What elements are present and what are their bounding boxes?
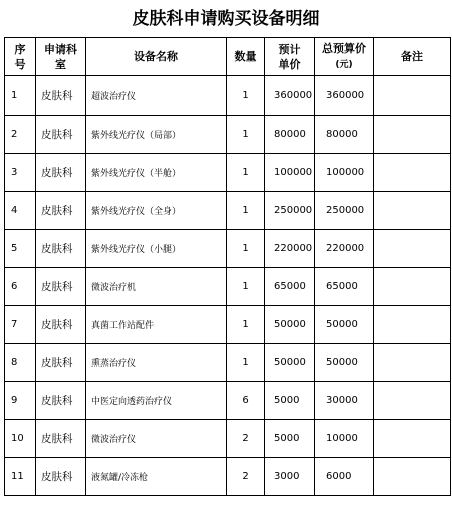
cell-total-budget: 360000 — [315, 76, 374, 116]
cell-equipment-name: 熏蒸治疗仪 — [86, 344, 227, 382]
cell-index: 6 — [5, 268, 36, 306]
table-row — [5, 154, 451, 192]
cell-unit-price: 250000 — [265, 192, 315, 230]
cell-total-budget: 220000 — [315, 230, 374, 268]
cell-index: 8 — [5, 344, 36, 382]
cell-index: 9 — [5, 382, 36, 420]
table-row — [5, 230, 451, 268]
cell-remarks — [374, 344, 451, 382]
cell-index: 7 — [5, 306, 36, 344]
cell-total-budget: 100000 — [315, 154, 374, 192]
cell-department: 皮肤科 — [36, 382, 86, 420]
cell-unit-price: 220000 — [265, 230, 315, 268]
cell-index: 3 — [5, 154, 36, 192]
cell-department: 皮肤科 — [36, 420, 86, 458]
cell-quantity: 1 — [227, 76, 265, 116]
cell-quantity: 6 — [227, 382, 265, 420]
cell-quantity: 2 — [227, 458, 265, 496]
cell-unit-price: 100000 — [265, 154, 315, 192]
cell-remarks — [374, 154, 451, 192]
cell-remarks — [374, 382, 451, 420]
cell-remarks — [374, 230, 451, 268]
cell-index: 11 — [5, 458, 36, 496]
header-quantity: 数量 — [227, 38, 265, 76]
cell-index: 4 — [5, 192, 36, 230]
cell-quantity: 1 — [227, 344, 265, 382]
header-index: 序 号 — [5, 38, 36, 76]
table-row — [5, 306, 451, 344]
cell-quantity: 1 — [227, 230, 265, 268]
cell-remarks — [374, 420, 451, 458]
header-equipment-name: 设备名称 — [86, 38, 227, 76]
cell-unit-price: 50000 — [265, 306, 315, 344]
cell-total-budget: 30000 — [315, 382, 374, 420]
cell-quantity: 2 — [227, 420, 265, 458]
cell-index: 1 — [5, 76, 36, 116]
cell-remarks — [374, 458, 451, 496]
cell-department: 皮肤科 — [36, 116, 86, 154]
cell-quantity: 1 — [227, 192, 265, 230]
cell-total-budget: 65000 — [315, 268, 374, 306]
header-unit-price: 预计 单价 — [265, 38, 315, 76]
cell-equipment-name: 超波治疗仪 — [86, 76, 227, 116]
cell-department: 皮肤科 — [36, 306, 86, 344]
cell-unit-price: 360000 — [265, 76, 315, 116]
cell-total-budget: 50000 — [315, 344, 374, 382]
table-row — [5, 268, 451, 306]
cell-remarks — [374, 116, 451, 154]
cell-department: 皮肤科 — [36, 344, 86, 382]
cell-equipment-name: 真菌工作站配件 — [86, 306, 227, 344]
table-row — [5, 420, 451, 458]
cell-index: 5 — [5, 230, 36, 268]
cell-equipment-name: 微波治疗机 — [86, 268, 227, 306]
cell-department: 皮肤科 — [36, 192, 86, 230]
cell-total-budget: 6000 — [315, 458, 374, 496]
cell-unit-price: 50000 — [265, 344, 315, 382]
cell-remarks — [374, 76, 451, 116]
table-row — [5, 382, 451, 420]
cell-department: 皮肤科 — [36, 458, 86, 496]
cell-quantity: 1 — [227, 116, 265, 154]
cell-department: 皮肤科 — [36, 154, 86, 192]
table-row — [5, 76, 451, 116]
cell-total-budget: 10000 — [315, 420, 374, 458]
table-row — [5, 344, 451, 382]
cell-unit-price: 3000 — [265, 458, 315, 496]
cell-equipment-name: 紫外线光疗仪（半舱） — [86, 154, 227, 192]
cell-equipment-name: 紫外线光疗仪（全身） — [86, 192, 227, 230]
document-title: 皮肤科申请购买设备明细 — [132, 9, 320, 29]
cell-equipment-name: 微波治疗仪 — [86, 420, 227, 458]
header-department: 申请科 室 — [36, 38, 86, 76]
header-total-budget: 总预算价 (元) — [315, 38, 374, 76]
cell-remarks — [374, 268, 451, 306]
header-remarks: 备注 — [374, 38, 451, 76]
cell-index: 2 — [5, 116, 36, 154]
cell-total-budget: 250000 — [315, 192, 374, 230]
cell-remarks — [374, 192, 451, 230]
cell-department: 皮肤科 — [36, 268, 86, 306]
cell-department: 皮肤科 — [36, 230, 86, 268]
header-row — [5, 38, 451, 76]
cell-quantity: 1 — [227, 268, 265, 306]
cell-quantity: 1 — [227, 306, 265, 344]
table-row — [5, 192, 451, 230]
cell-total-budget: 80000 — [315, 116, 374, 154]
cell-equipment-name: 液氮罐/冷冻枪 — [86, 458, 227, 496]
equipment-table — [4, 37, 451, 496]
cell-unit-price: 80000 — [265, 116, 315, 154]
cell-index: 10 — [5, 420, 36, 458]
cell-remarks — [374, 306, 451, 344]
table-row — [5, 116, 451, 154]
cell-equipment-name: 紫外线光疗仪（局部） — [86, 116, 227, 154]
cell-department: 皮肤科 — [36, 76, 86, 116]
cell-unit-price: 5000 — [265, 382, 315, 420]
cell-unit-price: 65000 — [265, 268, 315, 306]
cell-total-budget: 50000 — [315, 306, 374, 344]
table-row — [5, 458, 451, 496]
cell-unit-price: 5000 — [265, 420, 315, 458]
cell-quantity: 1 — [227, 154, 265, 192]
cell-equipment-name: 紫外线光疗仪（小腿） — [86, 230, 227, 268]
cell-equipment-name: 中医定向透药治疗仪 — [86, 382, 227, 420]
